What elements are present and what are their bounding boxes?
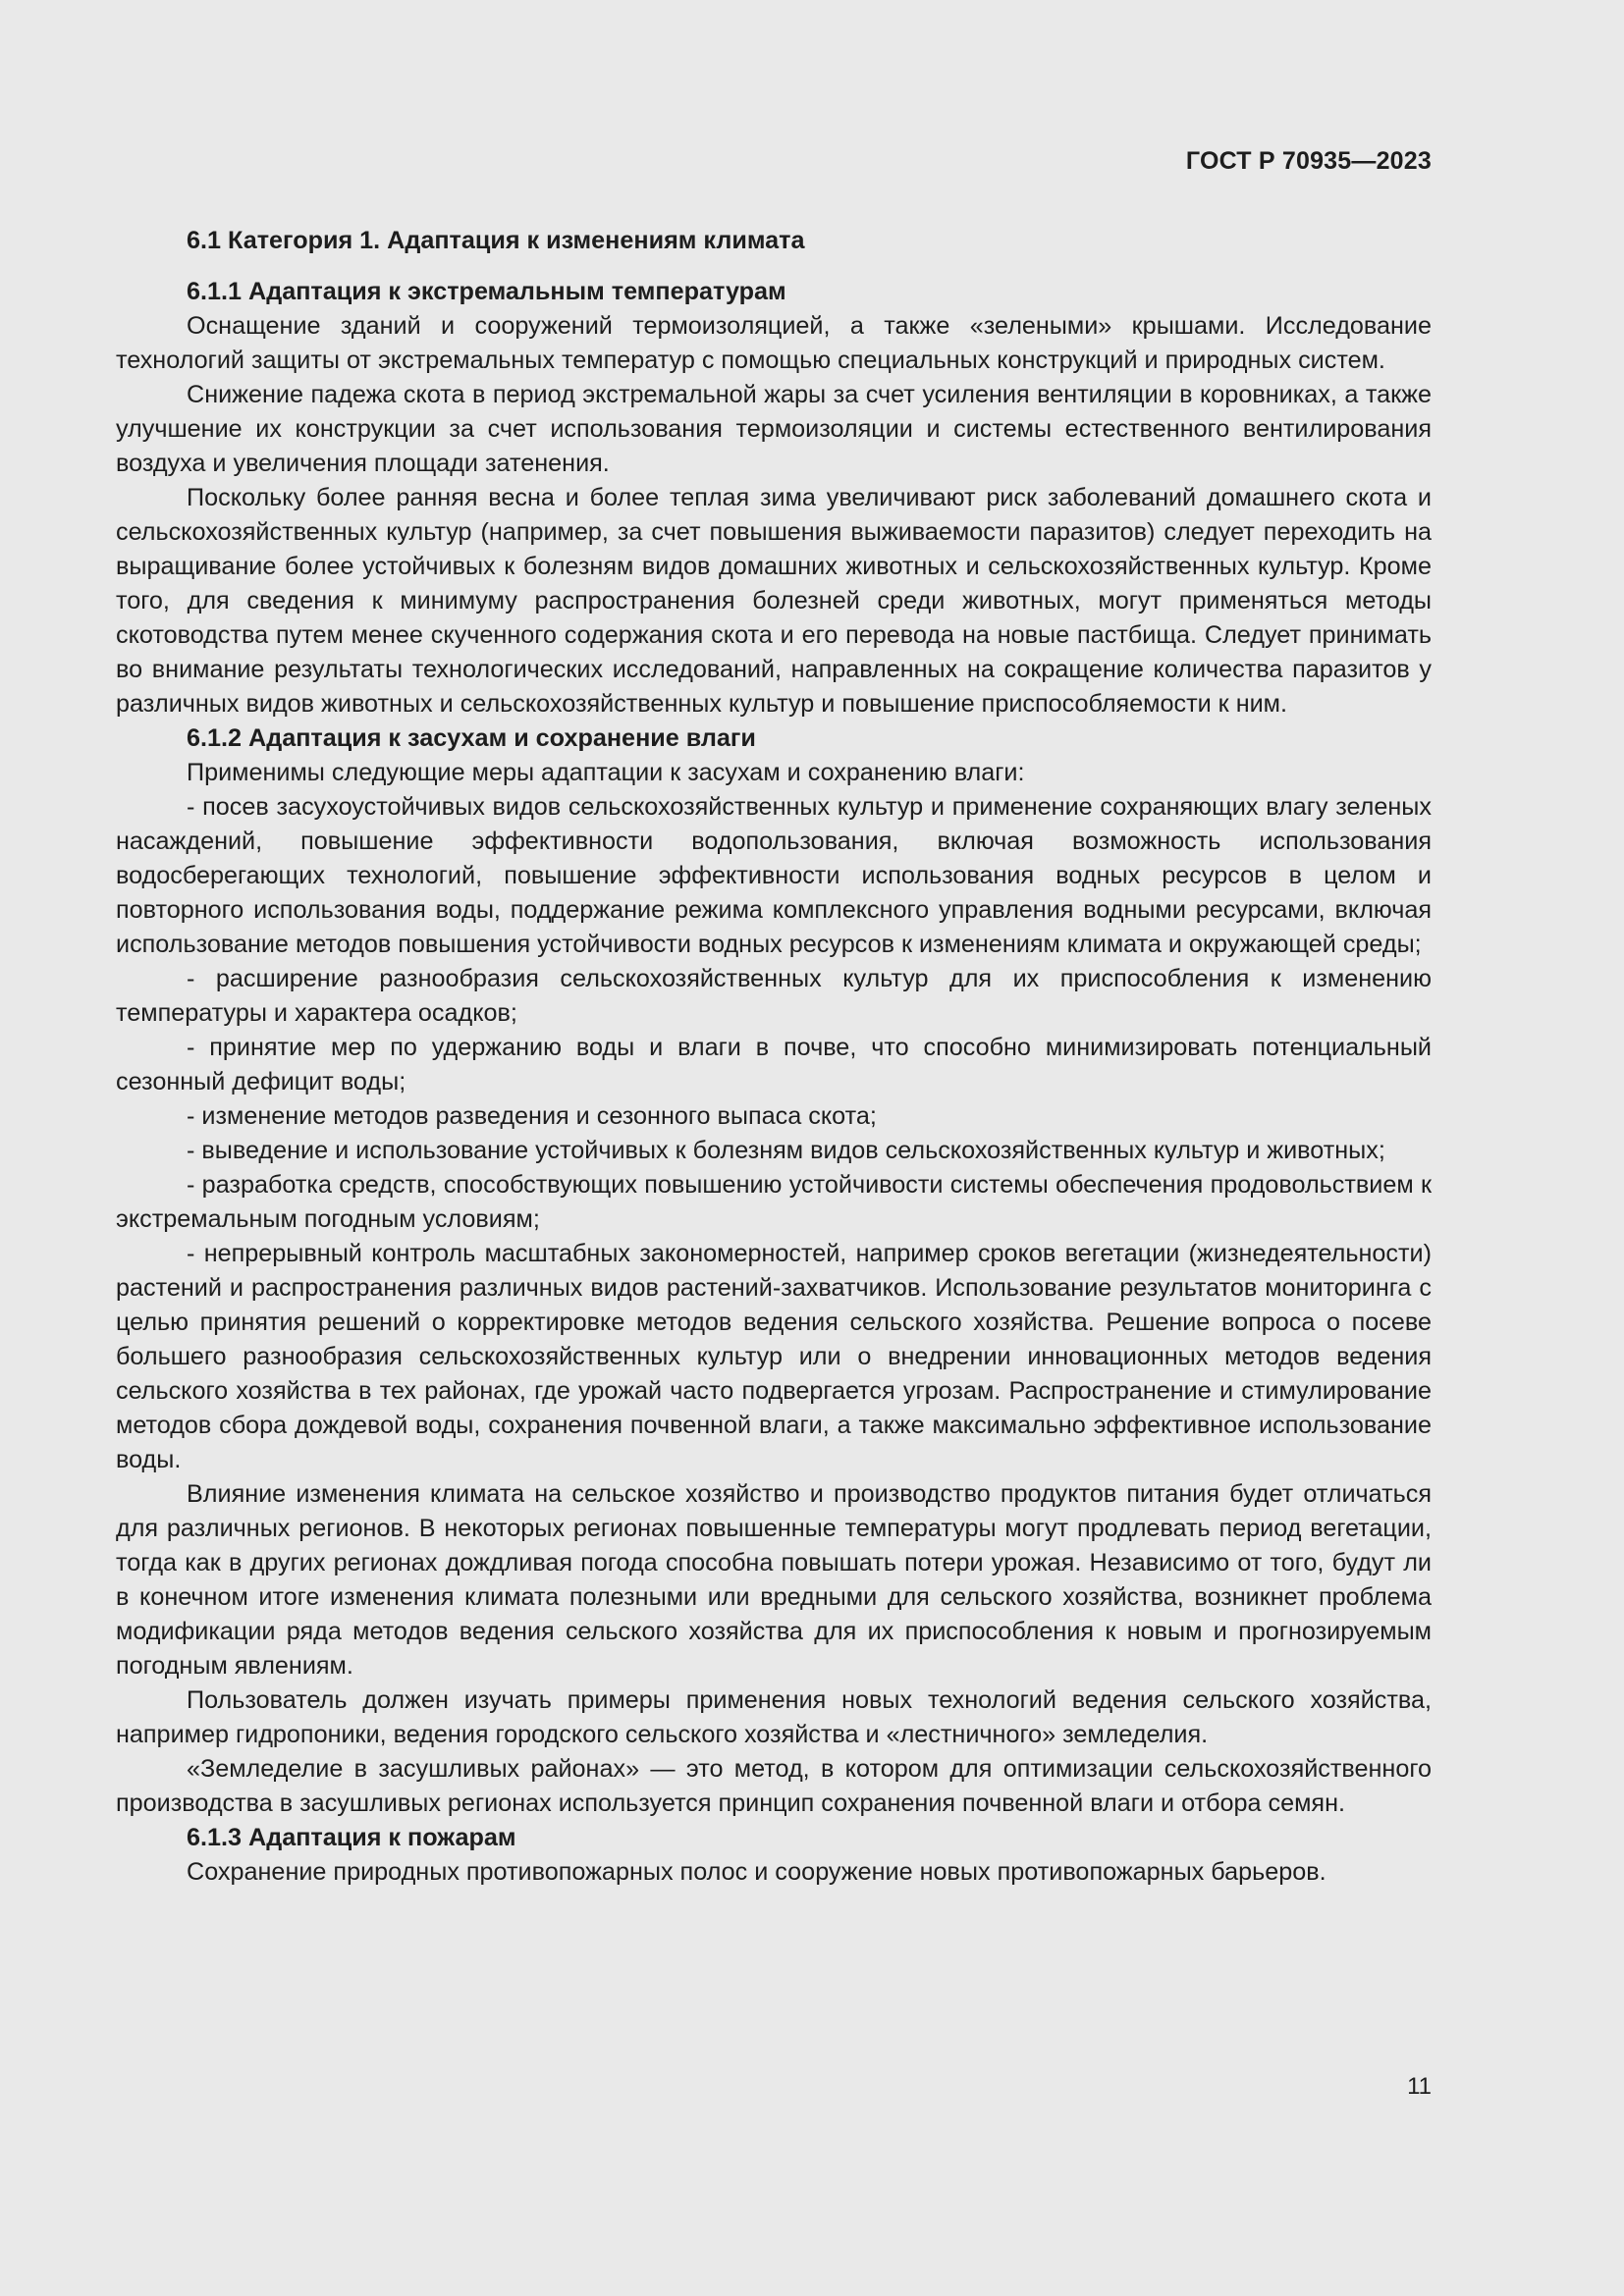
paragraph: «Земледелие в засушливых районах» — это метод, в котором для оптимизации сельскохозяйственного производства в засушливых регионах используется принцип сохранения почвенной влаги и отбора семян. — [116, 1755, 1432, 1817]
document-page — [116, 0, 1432, 2296]
paragraph: Поскольку более ранняя весна и более теплая зима увеличивают риск заболеваний домашнего скота и сельскохозяйственных культур (например, за счет повышения выживаемости паразитов) следует переходить на выращивание более устойчивых к болезням видов домашних животных и сельскохозяйственных культур. Кроме того, для сведения к минимуму распространения болезней среди животных, могут применяться методы скотоводства путем менее скученного содержания скота и его перевода на новые пастбища. Следует принимать во внимание результаты технологических исследований, направленных на сокращение количества паразитов у различных видов животных и сельскохозяйственных культур и повышение приспособляемости к ним. — [116, 484, 1432, 718]
paragraph: Применимы следующие меры адаптации к засухам и сохранению влаги: — [187, 759, 1025, 786]
list-item: - посев засухоустойчивых видов сельскохозяйственных культур и применение сохраняющих влагу зеленых насаждений, повышение эффективности водопользования, включая возможность использования водосберегающих технологий, повышение эффективности использования водных ресурсов в целом и повторного использования воды, поддержание режима комплексного управления водными ресурсами, включая использование методов повышения устойчивости водных ресурсов к изменениям климата и окружающей среды; — [116, 793, 1432, 958]
list-item: - изменение методов разведения и сезонного выпаса скота; — [187, 1102, 877, 1130]
paragraph: Оснащение зданий и сооружений термоизоляцией, а также «зелеными» крышами. Исследование технологий защиты от экстремальных температур с помощью специальных конструкций и природных систем. — [116, 312, 1432, 374]
paragraph: Влияние изменения климата на сельское хозяйство и производство продуктов питания будет отличаться для различных регионов. В некоторых регионах повышенные температуры могут продлевать период вегетации, тогда как в других регионах дождливая погода способна повышать потери урожая. Независимо от того, будут ли в конечном итоге изменения климата полезными или вредными для сельского хозяйства, возникнет проблема модификации ряда методов ведения сельского хозяйства для их приспособления к новым и прогнозируемым погодным явлениям. — [116, 1480, 1432, 1680]
list-item: - расширение разнообразия сельскохозяйственных культур для их приспособления к изменению температуры и характера осадков; — [116, 965, 1432, 1027]
section-heading-6-1: 6.1 Категория 1. Адаптация к изменениям климата — [187, 227, 805, 254]
section-heading-6-1-3: 6.1.3 Адаптация к пожарам — [187, 1824, 516, 1851]
list-item: - разработка средств, способствующих повышению устойчивости системы обеспечения продовольствием к экстремальным погодным условиям; — [116, 1171, 1432, 1233]
page-number: 11 — [1407, 2073, 1432, 2100]
document-body — [116, 224, 1432, 1890]
list-item: - непрерывный контроль масштабных закономерностей, например сроков вегетации (жизнедеятельности) растений и распространения различных видов растений-захватчиков. Использование результатов мониторинга с целью принятия решений о корректировке методов ведения сельского хозяйства. Решение вопроса о посеве большего разнообразия сельскохозяйственных культур или о внедрении инновационных методов ведения сельского хозяйства в тех районах, где урожай часто подвергается угрозам. Распространение и стимулирование методов сбора дождевой воды, сохранения почвенной влаги, а также максимально эффективное использование воды. — [116, 1240, 1432, 1473]
section-heading-6-1-2: 6.1.2 Адаптация к засухам и сохранение влаги — [187, 724, 756, 752]
list-item: - выведение и использование устойчивых к болезням видов сельскохозяйственных культур и животных; — [187, 1137, 1385, 1164]
paragraph: Пользователь должен изучать примеры применения новых технологий ведения сельского хозяйства, например гидропоники, ведения городского сельского хозяйства и «лестничного» земледелия. — [116, 1686, 1432, 1748]
paragraph: Сохранение природных противопожарных полос и сооружение новых противопожарных барьеров. — [187, 1858, 1326, 1886]
list-item: - принятие мер по удержанию воды и влаги в почве, что способно минимизировать потенциальный сезонный дефицит воды; — [116, 1034, 1432, 1095]
section-heading-6-1-1: 6.1.1 Адаптация к экстремальным температурам — [187, 278, 786, 305]
paragraph: Снижение падежа скота в период экстремальной жары за счет усиления вентиляции в коровниках, а также улучшение их конструкции за счет использования термоизоляции и системы естественного вентилирования воздуха и увеличения площади затенения. — [116, 381, 1432, 477]
document-header: ГОСТ Р 70935—2023 — [1185, 147, 1432, 175]
